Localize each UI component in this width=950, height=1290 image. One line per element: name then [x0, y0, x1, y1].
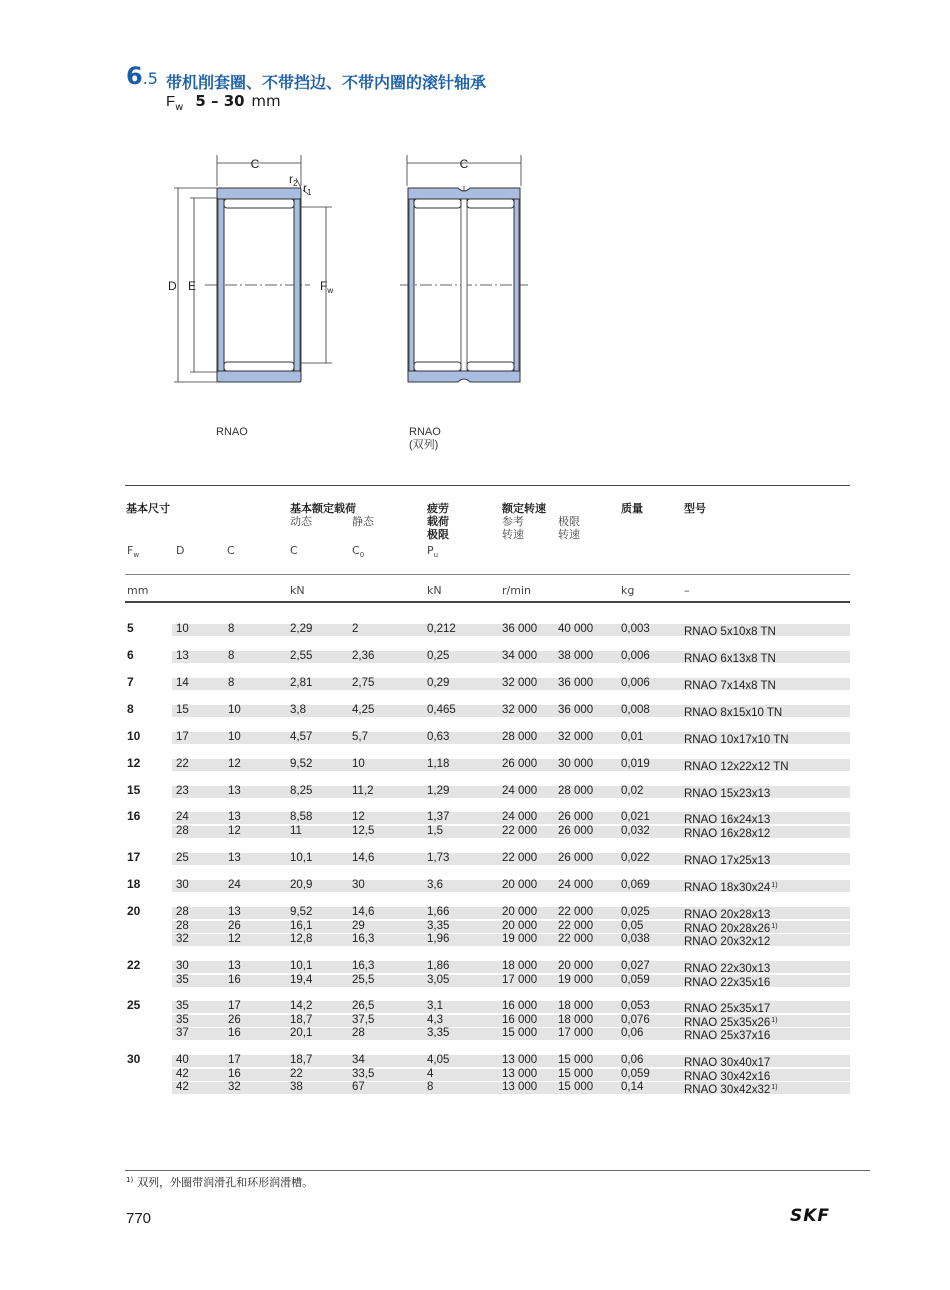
- designation-text: RNAO 15x23x13: [684, 788, 771, 800]
- cell-c: 26: [228, 919, 241, 932]
- skf-logo: SKF: [790, 1206, 831, 1226]
- footnote-ref: 1): [771, 1084, 778, 1091]
- designation-text: RNAO 7x14x8 TN: [684, 680, 776, 692]
- designation-text: RNAO 8x15x10 TN: [684, 707, 783, 719]
- cell-limit-speed: 15 000: [558, 1054, 594, 1066]
- cell-c0: 5,7: [352, 731, 368, 743]
- cell-ref-speed: 13 000: [502, 1054, 538, 1066]
- cell-c-dynamic: 4,57: [290, 731, 313, 743]
- cell-fw: 5: [127, 621, 134, 635]
- dim-r1-label: $r_1$: [303, 181, 312, 197]
- dim-e-label: E: [188, 279, 197, 293]
- cell-pu: 4: [427, 1067, 434, 1080]
- cell-limit-speed: 40 000: [558, 623, 594, 635]
- cell-c: 17: [228, 1054, 241, 1066]
- unit-speed: r/min: [502, 584, 531, 597]
- unit-mm: mm: [127, 584, 149, 597]
- cell-pu: 8: [427, 1081, 434, 1093]
- designation-text: RNAO 16x28x12: [684, 827, 771, 840]
- cell-limit-speed: 22 000: [558, 933, 594, 945]
- cell-c-dynamic: 9,52: [290, 758, 313, 770]
- cell-d: 37: [176, 1027, 189, 1039]
- footnote-ref: 1): [771, 1016, 778, 1024]
- cell-c0: 16,3: [352, 960, 375, 972]
- cell-c0: 16,3: [352, 933, 375, 945]
- cell-limit-speed: 26 000: [558, 811, 594, 823]
- cell-mass: 0,006: [621, 677, 650, 689]
- cell-c: 24: [228, 879, 241, 891]
- symbol-d: D: [176, 544, 185, 557]
- cell-limit-speed: 17 000: [558, 1027, 594, 1039]
- footnote-ref: 1): [771, 922, 778, 930]
- designation-text: RNAO 16x24x13: [684, 814, 771, 826]
- cell-mass: 0,076: [621, 1013, 650, 1026]
- footnote: $^{1)}$ 双列，外圈带润滑孔和环形润滑槽。: [126, 1176, 314, 1189]
- cell-ref-speed: 19 000: [502, 933, 538, 945]
- cell-fw: 30: [127, 1052, 141, 1066]
- cell-designation: [684, 650, 777, 666]
- cell-c-dynamic: 2,55: [290, 650, 313, 662]
- header-fatigue-1: 疲劳: [427, 502, 449, 515]
- size-range: $F_w$ 5 – 30 mm: [166, 92, 281, 113]
- cell-pu: 0,63: [427, 731, 450, 743]
- cell-c: 17: [228, 1000, 241, 1012]
- cell-limit-speed: 36 000: [558, 677, 594, 689]
- designation-text: RNAO 30x42x16: [684, 1070, 771, 1083]
- header-limit-2: 转速: [558, 528, 580, 541]
- cell-pu: 3,35: [427, 1027, 450, 1039]
- cell-c: 13: [228, 811, 241, 823]
- header-basic-dims: 基本尺寸: [126, 502, 170, 515]
- cell-d: 42: [176, 1081, 189, 1093]
- dim-r2-label: $r_2$: [289, 172, 298, 188]
- cell-ref-speed: 24 000: [502, 811, 538, 823]
- cell-c0: 2: [352, 623, 359, 635]
- header-load-ratings: 基本额定载荷: [290, 502, 356, 515]
- cell-c: 13: [228, 906, 241, 918]
- cell-limit-speed: 30 000: [558, 758, 594, 770]
- cell-limit-speed: 26 000: [558, 852, 594, 864]
- cell-d: 17: [176, 731, 189, 743]
- table-top-rule: [125, 485, 850, 486]
- cell-fw: 18: [127, 877, 141, 891]
- cell-d: 13: [176, 650, 189, 662]
- cell-d: 40: [176, 1054, 189, 1066]
- symbol-fw: $F_w$: [127, 544, 140, 560]
- cell-pu: 4,3: [427, 1013, 443, 1026]
- cell-c0: 2,36: [352, 650, 375, 662]
- cell-ref-speed: 22 000: [502, 824, 538, 837]
- header-ref-1: 参考: [502, 515, 524, 528]
- header-mid-rule: [125, 574, 850, 575]
- cell-pu: 1,5: [427, 824, 443, 837]
- cell-c: 10: [228, 731, 241, 743]
- cell-c-dynamic: 9,52: [290, 906, 313, 918]
- symbol-pu: $P_u$: [427, 544, 439, 560]
- cell-d: 24: [176, 811, 189, 823]
- cell-ref-speed: 15 000: [502, 1027, 538, 1039]
- cell-ref-speed: 22 000: [502, 852, 538, 864]
- cell-d: 10: [176, 623, 189, 635]
- cell-ref-speed: 13 000: [502, 1081, 538, 1093]
- cell-d: 42: [176, 1067, 189, 1080]
- cell-c-dynamic: 18,7: [290, 1054, 313, 1066]
- dim-d-label: D: [168, 279, 177, 293]
- cell-limit-speed: 32 000: [558, 731, 594, 743]
- cell-c0: 67: [352, 1081, 365, 1093]
- cell-c-dynamic: 18,7: [290, 1013, 313, 1026]
- designation-text: RNAO 30x40x17: [684, 1057, 771, 1069]
- cell-c: 12: [228, 758, 241, 770]
- cell-c: 13: [228, 960, 241, 972]
- footnote-rule: [125, 1170, 870, 1171]
- cell-limit-speed: 36 000: [558, 704, 594, 716]
- cell-c0: 12: [352, 811, 365, 823]
- cell-c0: 34: [352, 1054, 365, 1066]
- cell-limit-speed: 15 000: [558, 1081, 594, 1093]
- cell-c-dynamic: 12,8: [290, 933, 313, 945]
- cell-c-dynamic: 10,1: [290, 960, 313, 972]
- cell-mass: 0,059: [621, 1067, 650, 1080]
- cell-ref-speed: 34 000: [502, 650, 538, 662]
- designation-text: RNAO 20x28x13: [684, 909, 771, 921]
- cell-d: 25: [176, 852, 189, 864]
- cell-mass: 0,01: [621, 731, 644, 743]
- header-ref-2: 转速: [502, 528, 524, 541]
- cell-mass: 0,053: [621, 1000, 650, 1012]
- cell-limit-speed: 15 000: [558, 1067, 594, 1080]
- cell-mass: 0,05: [621, 919, 644, 932]
- dim-c-label: C: [459, 157, 469, 171]
- cell-mass: 0,14: [621, 1081, 644, 1093]
- cell-fw: 8: [127, 702, 134, 716]
- designation-text: RNAO 22x35x16: [684, 976, 771, 989]
- cell-d: 32: [176, 933, 189, 945]
- cell-c0: 37,5: [352, 1013, 375, 1026]
- symbol-c: C: [227, 544, 235, 557]
- cell-ref-speed: 32 000: [502, 704, 538, 716]
- cell-ref-speed: 26 000: [502, 758, 538, 770]
- cell-d: 35: [176, 1000, 189, 1012]
- unit-mass: kg: [621, 584, 635, 597]
- cell-designation: [684, 785, 771, 801]
- cell-designation: [684, 974, 771, 990]
- cell-ref-speed: 20 000: [502, 906, 538, 918]
- designation-text: RNAO 20x32x12: [684, 936, 771, 948]
- cell-c0: 26,5: [352, 1000, 375, 1012]
- cell-pu: 0,465: [427, 704, 456, 716]
- cell-c: 10: [228, 704, 241, 716]
- cell-fw: 15: [127, 783, 141, 797]
- cell-ref-speed: 36 000: [502, 623, 538, 635]
- cell-ref-speed: 13 000: [502, 1067, 538, 1080]
- cell-ref-speed: 20 000: [502, 879, 538, 891]
- cell-pu: 0,25: [427, 650, 450, 662]
- cell-fw: 7: [127, 675, 134, 689]
- symbol-c-dynamic: C: [290, 544, 298, 557]
- cell-c0: 25,5: [352, 973, 375, 986]
- cell-mass: 0,027: [621, 960, 650, 972]
- cell-ref-speed: 16 000: [502, 1000, 538, 1012]
- cell-c0: 2,75: [352, 677, 375, 689]
- designation-text: RNAO 25x37x16: [684, 1030, 771, 1042]
- cell-fw: 10: [127, 729, 141, 743]
- cell-d: 35: [176, 973, 189, 986]
- cell-d: 30: [176, 879, 189, 891]
- cell-pu: 3,6: [427, 879, 443, 891]
- cell-fw: 25: [127, 998, 141, 1012]
- cell-pu: 0,212: [427, 623, 456, 635]
- section-number: 6.5: [126, 62, 158, 90]
- section-title: 带机削套圈、不带挡边、不带内圈的滚针轴承: [166, 73, 487, 92]
- designation-text: RNAO 10x17x10 TN: [684, 734, 789, 746]
- cell-c-dynamic: 11: [290, 824, 302, 837]
- cell-c: 16: [228, 1067, 241, 1080]
- cell-mass: 0,06: [621, 1027, 644, 1039]
- cell-pu: 1,29: [427, 785, 450, 797]
- header-mass: 质量: [621, 502, 643, 515]
- cell-d: 35: [176, 1013, 189, 1026]
- cell-limit-speed: 28 000: [558, 785, 594, 797]
- cell-c: 16: [228, 1027, 241, 1039]
- designation-text: RNAO 12x22x12 TN: [684, 761, 789, 773]
- cell-c0: 28: [352, 1027, 365, 1039]
- cell-ref-speed: 16 000: [502, 1013, 538, 1026]
- cell-ref-speed: 32 000: [502, 677, 538, 689]
- unit-load: kN: [290, 584, 305, 597]
- page-number: 770: [126, 1210, 152, 1227]
- cell-designation: [684, 1027, 771, 1043]
- cell-designation: [684, 933, 771, 949]
- cell-c-dynamic: 3,8: [290, 704, 306, 716]
- header-speed: 额定转速: [502, 502, 546, 515]
- cell-fw: 20: [127, 904, 141, 918]
- cell-designation: [684, 1081, 778, 1097]
- cell-c0: 14,6: [352, 906, 375, 918]
- cell-c0: 4,25: [352, 704, 375, 716]
- cell-c-dynamic: 20,1: [290, 1027, 313, 1039]
- cell-fw: 16: [127, 809, 141, 823]
- cell-c0: 10: [352, 758, 365, 770]
- cell-designation: [684, 623, 777, 639]
- cell-limit-speed: 22 000: [558, 906, 594, 918]
- unit-pu: kN: [427, 584, 442, 597]
- cell-ref-speed: 28 000: [502, 731, 538, 743]
- cell-limit-speed: 20 000: [558, 960, 594, 972]
- cell-mass: 0,022: [621, 852, 650, 864]
- cell-pu: 3,35: [427, 919, 450, 932]
- cell-c0: 14,6: [352, 852, 375, 864]
- cell-c: 12: [228, 933, 241, 945]
- designation-text: RNAO 25x35x26: [684, 1016, 771, 1029]
- cell-pu: 1,86: [427, 960, 450, 972]
- designation-text: RNAO 18x30x24: [684, 882, 771, 894]
- header-dynamic: 动态: [290, 515, 312, 528]
- figure-label-double: RNAO: [409, 426, 441, 438]
- cell-fw: 22: [127, 958, 141, 972]
- cell-d: 23: [176, 785, 189, 797]
- cell-fw: 6: [127, 648, 134, 662]
- cell-mass: 0,019: [621, 758, 650, 770]
- cell-c-dynamic: 20,9: [290, 879, 313, 891]
- header-fatigue-3: 极限: [427, 528, 449, 541]
- designation-text: RNAO 17x25x13: [684, 855, 771, 867]
- cell-pu: 4,05: [427, 1054, 450, 1066]
- cell-ref-speed: 20 000: [502, 919, 538, 932]
- cell-pu: 3,05: [427, 973, 450, 986]
- cell-d: 28: [176, 824, 189, 837]
- designation-text: RNAO 5x10x8 TN: [684, 626, 776, 638]
- cell-mass: 0,003: [621, 623, 650, 635]
- cell-c-dynamic: 10,1: [290, 852, 313, 864]
- cell-c0: 33,5: [352, 1067, 375, 1080]
- figure-label-double-note: (双列): [409, 439, 439, 451]
- dim-fw-label: $F_w$: [320, 279, 334, 295]
- cell-c: 8: [228, 650, 235, 662]
- cell-limit-speed: 18 000: [558, 1000, 594, 1012]
- unit-designation: –: [684, 584, 690, 597]
- figure-label-single: RNAO: [216, 426, 248, 438]
- designation-text: RNAO 22x30x13: [684, 963, 771, 975]
- cell-d: 15: [176, 704, 189, 716]
- cell-designation: [684, 704, 783, 720]
- cell-ref-speed: 18 000: [502, 960, 538, 972]
- cell-mass: 0,06: [621, 1054, 644, 1066]
- cell-pu: 0,29: [427, 677, 450, 689]
- header-designation: 型号: [684, 502, 706, 515]
- rnao-double-row-drawing: [400, 150, 530, 390]
- cell-mass: 0,059: [621, 973, 650, 986]
- cell-designation: [684, 852, 771, 868]
- cell-designation: [684, 731, 790, 747]
- cell-mass: 0,038: [621, 933, 650, 945]
- cell-c0: 12,5: [352, 824, 375, 837]
- cell-pu: 3,1: [427, 1000, 443, 1012]
- cell-c: 8: [228, 623, 235, 635]
- cell-c: 13: [228, 785, 241, 797]
- cell-fw: 17: [127, 850, 141, 864]
- cell-pu: 1,66: [427, 906, 450, 918]
- cell-mass: 0,006: [621, 650, 650, 662]
- cell-limit-speed: 22 000: [558, 919, 594, 932]
- header-fatigue-2: 载荷: [427, 515, 449, 528]
- cell-d: 28: [176, 906, 189, 918]
- cell-fw: 12: [127, 756, 141, 770]
- cell-mass: 0,008: [621, 704, 650, 716]
- cell-designation: [684, 758, 790, 774]
- cell-c: 8: [228, 677, 235, 689]
- cell-c-dynamic: 2,29: [290, 623, 313, 635]
- designation-text: RNAO 30x42x32: [684, 1084, 771, 1096]
- cell-c: 13: [228, 852, 241, 864]
- cell-c-dynamic: 8,58: [290, 811, 313, 823]
- cell-c-dynamic: 16,1: [290, 919, 313, 932]
- cell-designation: [684, 825, 771, 841]
- cell-designation: [684, 677, 777, 693]
- cell-c-dynamic: 14,2: [290, 1000, 313, 1012]
- dim-c-label: C: [250, 157, 260, 171]
- cell-c: 16: [228, 973, 241, 986]
- cell-limit-speed: 26 000: [558, 824, 594, 837]
- cell-c-dynamic: 22: [290, 1067, 303, 1080]
- cell-c: 32: [228, 1081, 241, 1093]
- cell-c0: 11,2: [352, 785, 374, 797]
- cell-limit-speed: 38 000: [558, 650, 594, 662]
- cell-ref-speed: 17 000: [502, 973, 538, 986]
- cell-limit-speed: 19 000: [558, 973, 594, 986]
- cell-pu: 1,96: [427, 933, 450, 945]
- cell-mass: 0,021: [621, 811, 650, 823]
- cell-d: 30: [176, 960, 189, 972]
- cell-c: 26: [228, 1013, 241, 1026]
- cell-d: 14: [176, 677, 189, 689]
- cell-pu: 1,73: [427, 852, 450, 864]
- cell-mass: 0,02: [621, 785, 644, 797]
- cell-ref-speed: 24 000: [502, 785, 538, 797]
- cell-pu: 1,37: [427, 811, 450, 823]
- cell-pu: 1,18: [427, 758, 450, 770]
- designation-text: RNAO 6x13x8 TN: [684, 653, 776, 665]
- cell-limit-speed: 24 000: [558, 879, 594, 891]
- header-limit-1: 极限: [558, 515, 580, 528]
- cell-c: 12: [228, 824, 241, 837]
- cell-d: 22: [176, 758, 189, 770]
- cell-mass: 0,025: [621, 906, 650, 918]
- cell-c-dynamic: 38: [290, 1081, 303, 1093]
- cell-limit-speed: 18 000: [558, 1013, 594, 1026]
- cell-c-dynamic: 8,25: [290, 785, 313, 797]
- cell-mass: 0,069: [621, 879, 650, 891]
- cell-c0: 30: [352, 879, 365, 891]
- cell-d: 28: [176, 919, 189, 932]
- cell-mass: 0,032: [621, 824, 650, 837]
- designation-text: RNAO 25x35x17: [684, 1003, 771, 1015]
- symbol-c0: $C_0$: [352, 544, 365, 560]
- rnao-single-row-drawing: [160, 150, 350, 390]
- designation-text: RNAO 20x28x26: [684, 922, 771, 935]
- cell-c-dynamic: 19,4: [290, 973, 313, 986]
- header-bottom-rule: [125, 601, 850, 603]
- cell-c-dynamic: 2,81: [290, 677, 313, 689]
- footnote-ref: 1): [771, 882, 778, 889]
- cell-designation: [684, 879, 778, 895]
- cell-c0: 29: [352, 919, 365, 932]
- header-static: 静态: [352, 515, 374, 528]
